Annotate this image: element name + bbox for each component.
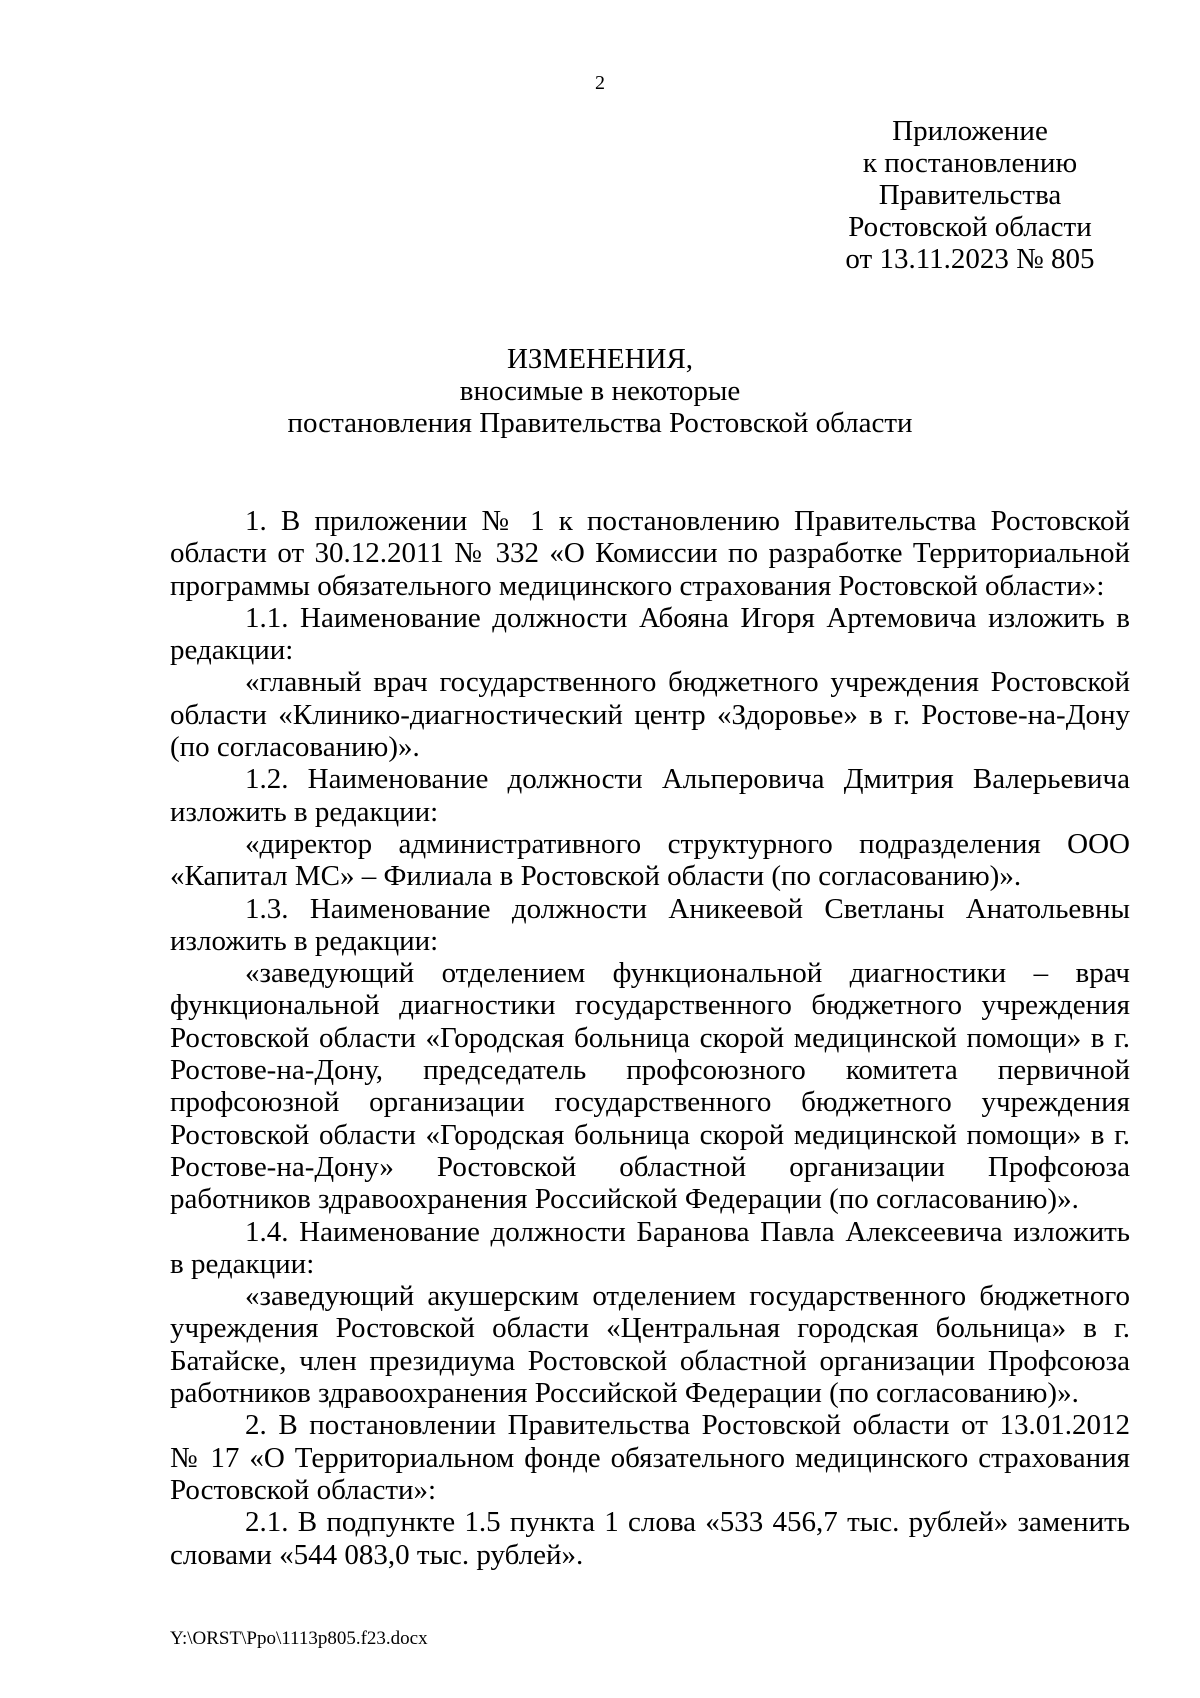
title-subtitle: постановления Правительства Ростовской области	[287, 407, 913, 439]
appendix-block	[830, 115, 1110, 275]
title-subtitle: вносимые в некоторые	[459, 375, 741, 407]
document-body	[170, 505, 1130, 1571]
appendix-line: Правительства	[878, 179, 1062, 211]
paragraph-1-4-text: «заведующий акушерским отделением государственного бюджетного учреждения Ростовской области «Центральная городская больница» в г. Батайске, член президиума Ростовской областной организации Профсоюза работников здравоохранения Российской Федерации (по согласованию)».	[170, 1280, 1130, 1410]
paragraph-1: 1. В приложении № 1 к постановлению Правительства Ростовской области от 30.12.2011 № 332 «О Комиссии по разработке Территориальной программы обязательного медицинского страхования Ростовской области»:	[170, 505, 1130, 602]
paragraph-1-4: 1.4. Наименование должности Баранова Павла Алексеевича изложить в редакции:	[170, 1215, 1130, 1280]
page-number: 2	[595, 72, 605, 94]
appendix-line: Приложение	[892, 115, 1048, 147]
paragraph-1-1: 1.1. Наименование должности Абояна Игоря Артемовича изложить в редакции:	[170, 601, 1130, 667]
appendix-line: Ростовской области	[848, 211, 1092, 243]
paragraph-1-3-text: «заведующий отделением функциональной диагностики – врач функциональной диагностики государственного бюджетного учреждения Ростовской области «Городская больница скорой медицинской помощи» в г. Ростове-на-Дону, председатель профсоюзного комитета первичной профсоюзной организации государственного бюджетного учреждения Ростовской области «Городская больница скорой медицинской помощи» в г. Ростове-на-Дону» Ростовской областной организации Профсоюза работников здравоохранения Российской Федерации (по согласованию)».	[170, 957, 1130, 1216]
paragraph-1-1-text: «главный врач государственного бюджетного учреждения Ростовской области «Клинико-диагностический центр «Здоровье» в г. Ростове-на-Дону (по согласованию)».	[170, 666, 1130, 764]
document-title	[0, 343, 1200, 439]
footer-file-path: Y:\ORST\Ppo\1113p805.f23.docx	[170, 1628, 428, 1649]
paragraph-1-2: 1.2. Наименование должности Альперовича Дмитрия Валерьевича изложить в редакции:	[170, 763, 1130, 828]
paragraph-1-3: 1.3. Наименование должности Аникеевой Светланы Анатольевны изложить в редакции:	[170, 892, 1130, 957]
appendix-line: к постановлению	[862, 147, 1078, 179]
paragraph-1-2-text: «директор административного структурного подразделения ООО «Капитал МС» – Филиала в Ростовской области (по согласованию)».	[170, 827, 1130, 893]
paragraph-2-1: 2.1. В подпункте 1.5 пункта 1 слова «533 456,7 тыс. рублей» заменить словами «544 083,0 тыс. рублей».	[170, 1506, 1130, 1571]
title-heading: ИЗМЕНЕНИЯ,	[506, 343, 694, 375]
paragraph-2: 2. В постановлении Правительства Ростовской области от 13.01.2012 № 17 «О Территориальном фонде обязательного медицинского страхования Ростовской области»:	[170, 1409, 1130, 1506]
appendix-line: от 13.11.2023 № 805	[845, 243, 1095, 275]
